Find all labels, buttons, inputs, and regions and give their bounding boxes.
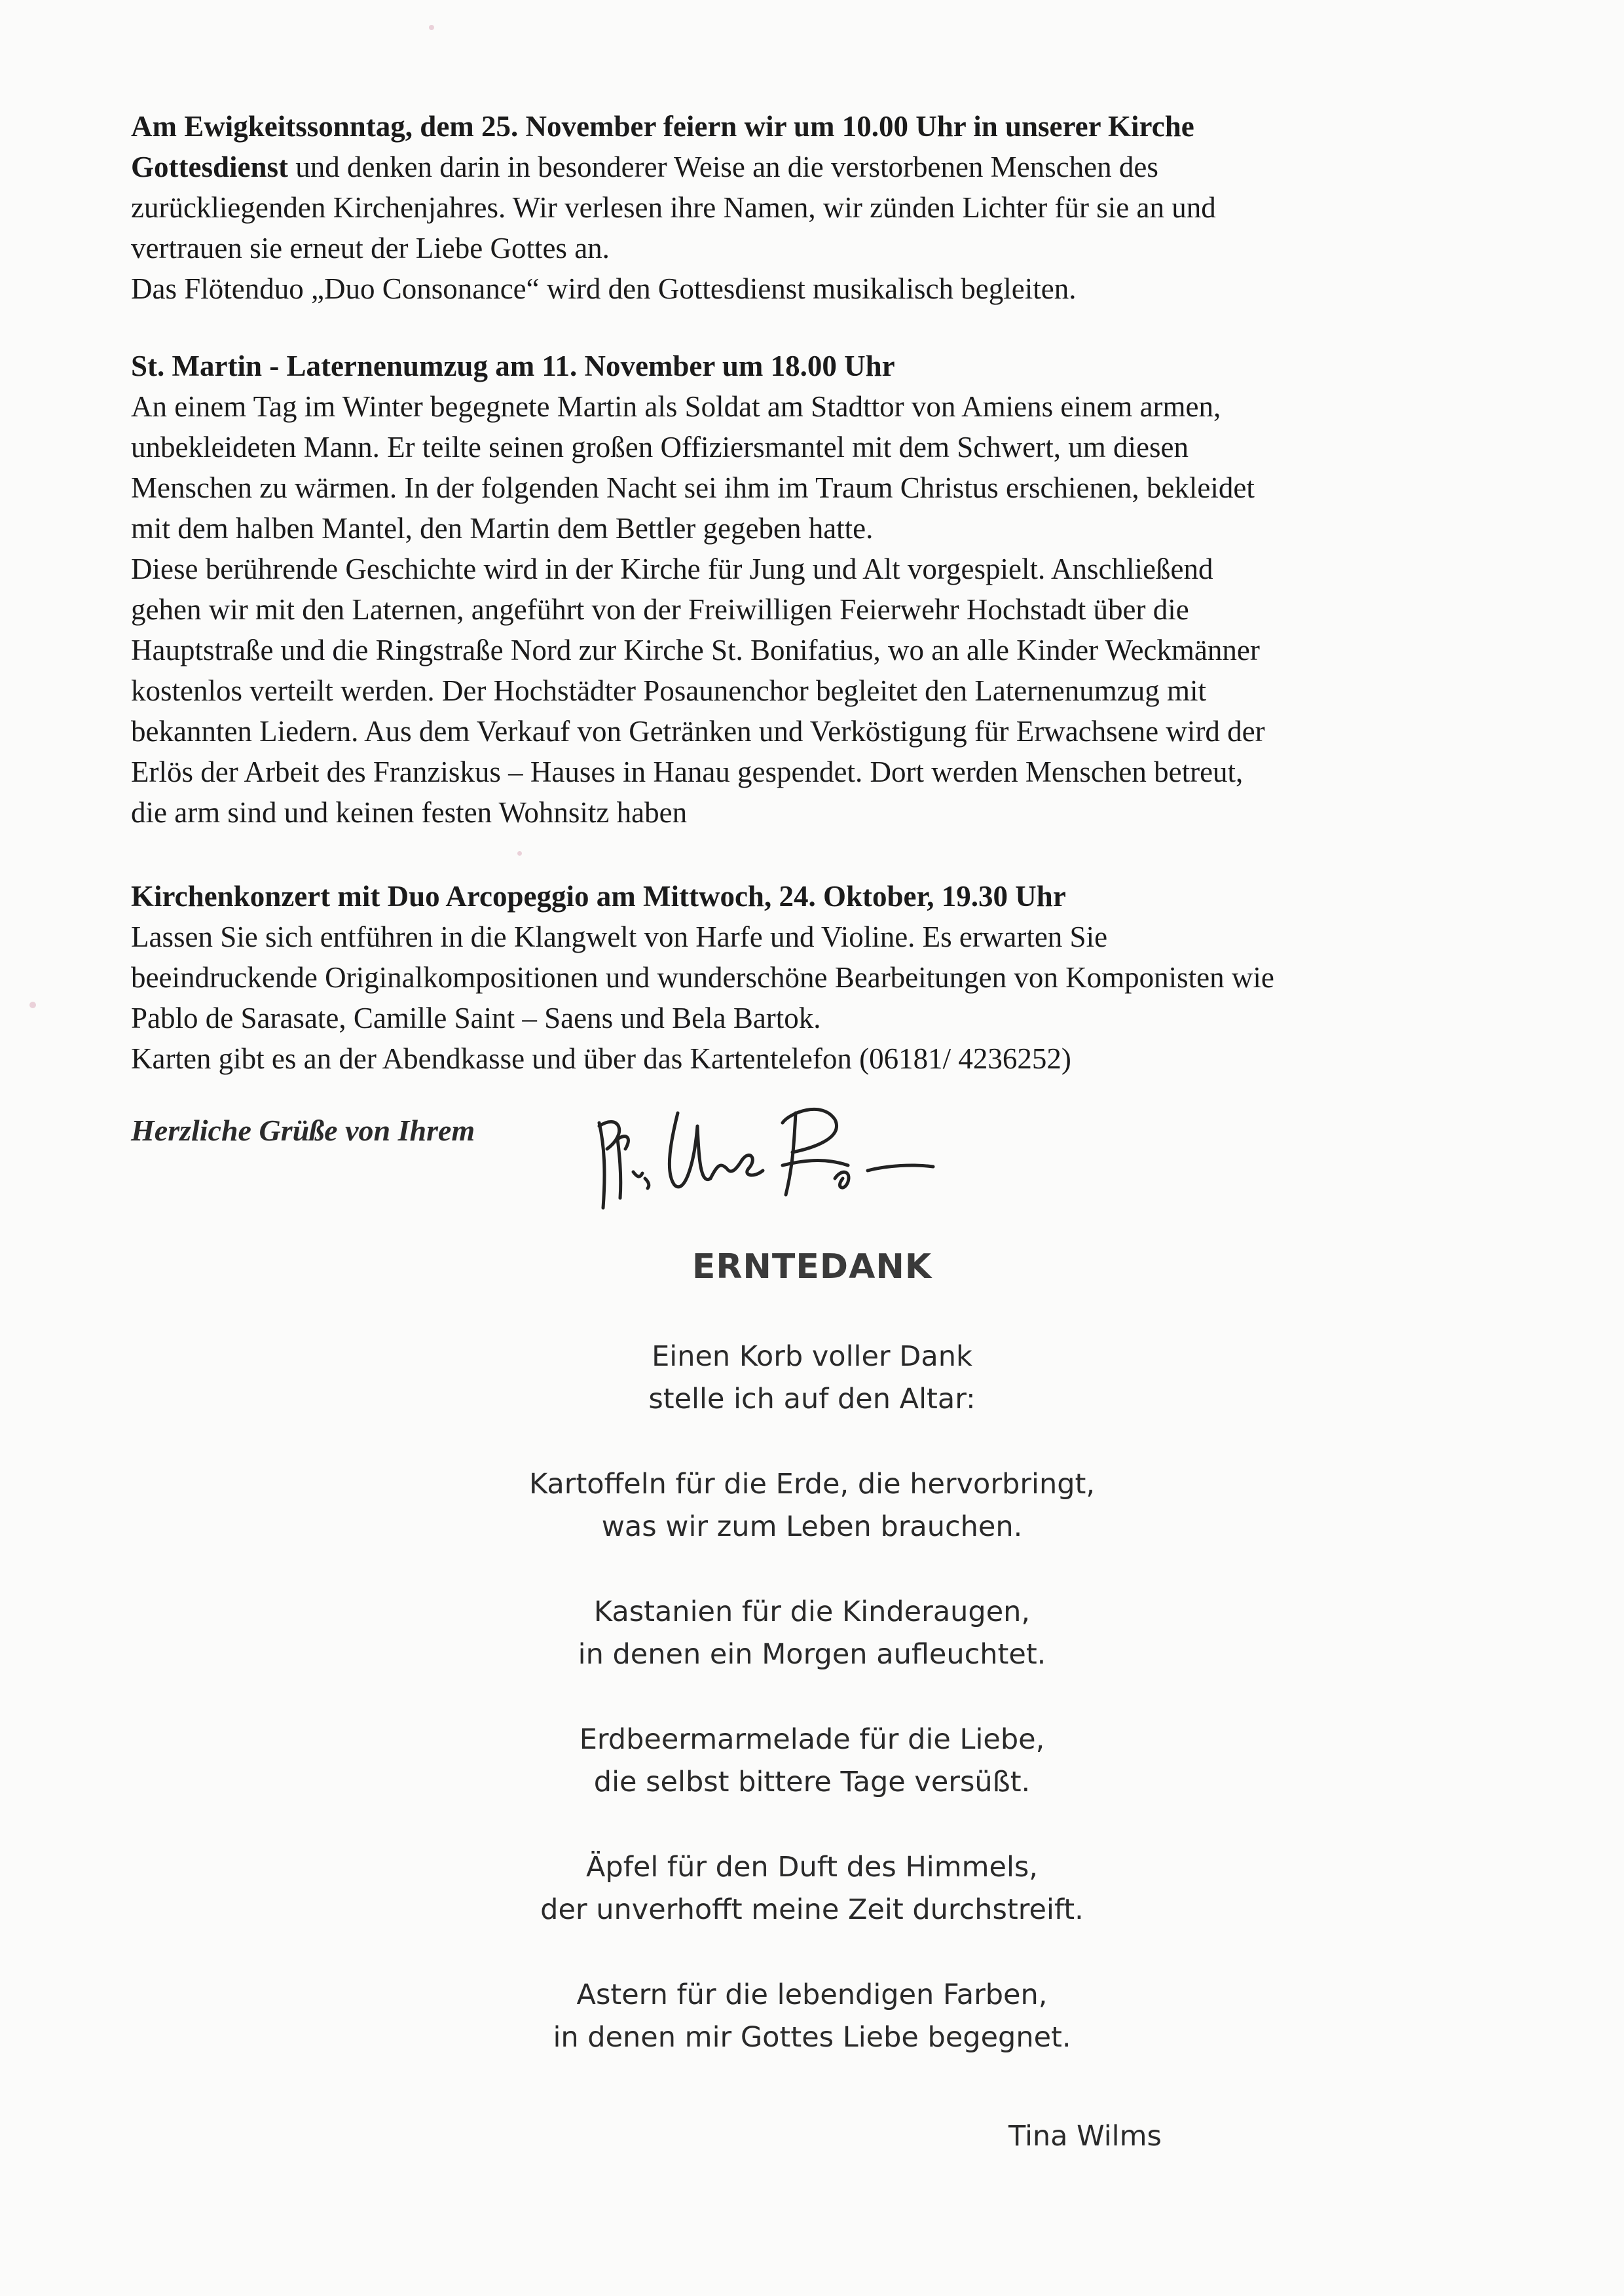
text-line (131, 147, 1559, 187)
poem-stanza (157, 1719, 1467, 1804)
poem-line: Einen Korb voller Dank (652, 1340, 972, 1373)
text-line (131, 1038, 1559, 1079)
poem-stanza (157, 1591, 1467, 1676)
poem-line: Erdbeermarmelade für die Liebe, (579, 1723, 1045, 1756)
body-text: An einem Tag im Winter begegnete Martin als Soldat am Stadttor von Amiens einem armen, (131, 390, 1221, 423)
text-line (131, 630, 1559, 670)
poem-line: Kartoffeln für die Erde, die hervorbringt, (528, 1468, 1096, 1501)
body-text: unbekleideten Mann. Er teilte seinen großen Offiziersmantel mit dem Schwert, um diesen (131, 431, 1189, 464)
body-text: bekannten Liedern. Aus dem Verkauf von Getränken und Verköstigung für Erwachsene wird der (131, 715, 1265, 748)
body-text: und denken darin in besonderer Weise an die verstorbenen Menschen des (288, 151, 1158, 183)
poem-stanza (157, 1974, 1467, 2059)
announcement-st-martin (131, 346, 1559, 833)
body-text: Pablo de Sarasate, Camille Saint – Saens und Bela Bartok. (131, 1002, 821, 1034)
body-text: vertrauen sie erneut der Liebe Gottes an. (131, 232, 610, 264)
text-line (131, 670, 1559, 711)
body-text: Diese berührende Geschichte wird in der Kirche für Jung und Alt vorgespielt. Anschließend (131, 553, 1213, 585)
closing-greeting: Herzliche Grüße von Ihrem (131, 1114, 475, 1147)
poem-line: der unverhofft meine Zeit durchstreift. (540, 1893, 1084, 1926)
poem-line: in denen ein Morgen aufleuchtet. (578, 1638, 1046, 1671)
scan-speck (517, 851, 522, 856)
poem-stanza (157, 1846, 1467, 1931)
pastor-signature (586, 1087, 953, 1218)
body-text: Hauptstraße und die Ringstraße Nord zur Kirche St. Bonifatius, wo an alle Kinder Weckmänner (131, 634, 1260, 666)
text-line (131, 346, 1559, 386)
poem-stanza (157, 1336, 1467, 1421)
body-text: Menschen zu wärmen. In der folgenden Nacht sei ihm im Traum Christus erschienen, bekleidet (131, 471, 1255, 504)
text-line (131, 467, 1559, 508)
poem-title: ERNTEDANK (692, 1247, 932, 1286)
poem-line: Astern für die lebendigen Farben, (576, 1978, 1048, 2011)
poem-line: stelle ich auf den Altar: (648, 1383, 976, 1415)
text-line (131, 228, 1559, 268)
body-text: gehen wir mit den Laternen, angeführt von der Freiwilligen Feierwehr Hochstadt über die (131, 593, 1189, 626)
text-line (131, 589, 1559, 630)
body-text: Lassen Sie sich entführen in die Klangwelt von Harfe und Violine. Es erwarten Sie (131, 920, 1108, 953)
text-line (131, 711, 1559, 752)
text-line (131, 549, 1559, 589)
text-line (131, 508, 1559, 549)
heading-text: St. Martin - Laternenumzug am 11. November um 18.00 Uhr (131, 350, 895, 382)
body-text: Erlös der Arbeit des Franziskus – Hauses in Hanau gespendet. Dort werden Menschen betreut, (131, 756, 1244, 788)
poem-line: was wir zum Leben brauchen. (601, 1510, 1023, 1543)
text-line (131, 998, 1559, 1038)
text-line (131, 386, 1559, 427)
poem-line: in denen mir Gottes Liebe begegnet. (553, 2021, 1071, 2054)
heading-text: Am Ewigkeitssonntag, dem 25. November feiern wir um 10.00 Uhr in unserer Kirche (131, 110, 1194, 143)
poem-stanza (157, 1463, 1467, 1548)
poem-author: Tina Wilms (1008, 2120, 1162, 2153)
scan-speck (429, 25, 434, 30)
text-line (131, 268, 1559, 309)
body-text: Das Flötenduo „Duo Consonance“ wird den Gottesdienst musikalisch begleiten. (131, 272, 1077, 305)
announcement-kirchenkonzert (131, 876, 1559, 1079)
heading-text: Kirchenkonzert mit Duo Arcopeggio am Mittwoch, 24. Oktober, 19.30 Uhr (131, 880, 1066, 913)
text-line (131, 106, 1559, 147)
text-line (131, 427, 1559, 467)
text-line (131, 187, 1559, 228)
poem-line: Äpfel für den Duft des Himmels, (586, 1851, 1038, 1884)
body-text: zurückliegenden Kirchenjahres. Wir verlesen ihre Namen, wir zünden Lichter für sie an und (131, 191, 1216, 224)
poem-line: die selbst bittere Tage versüßt. (593, 1766, 1031, 1798)
body-text: die arm sind und keinen festen Wohnsitz haben (131, 796, 688, 829)
heading-text: Gottesdienst (131, 151, 288, 183)
text-line (131, 752, 1559, 792)
body-text: mit dem halben Mantel, den Martin dem Bettler gegeben hatte. (131, 512, 874, 545)
text-line (131, 917, 1559, 957)
announcement-ewigkeitssonntag (131, 106, 1559, 309)
scan-speck (29, 1002, 36, 1008)
body-text: beeindruckende Originalkompositionen und wunderschöne Bearbeitungen von Komponisten wie (131, 961, 1274, 994)
body-text: Karten gibt es an der Abendkasse und über das Kartentelefon (06181/ 4236252) (131, 1042, 1071, 1075)
text-line (131, 957, 1559, 998)
text-line (131, 792, 1559, 833)
body-text: kostenlos verteilt werden. Der Hochstädter Posaunenchor begleitet den Laternenumzug mit (131, 674, 1206, 707)
poem-line: Kastanien für die Kinderaugen, (593, 1595, 1031, 1628)
text-line (131, 876, 1559, 917)
